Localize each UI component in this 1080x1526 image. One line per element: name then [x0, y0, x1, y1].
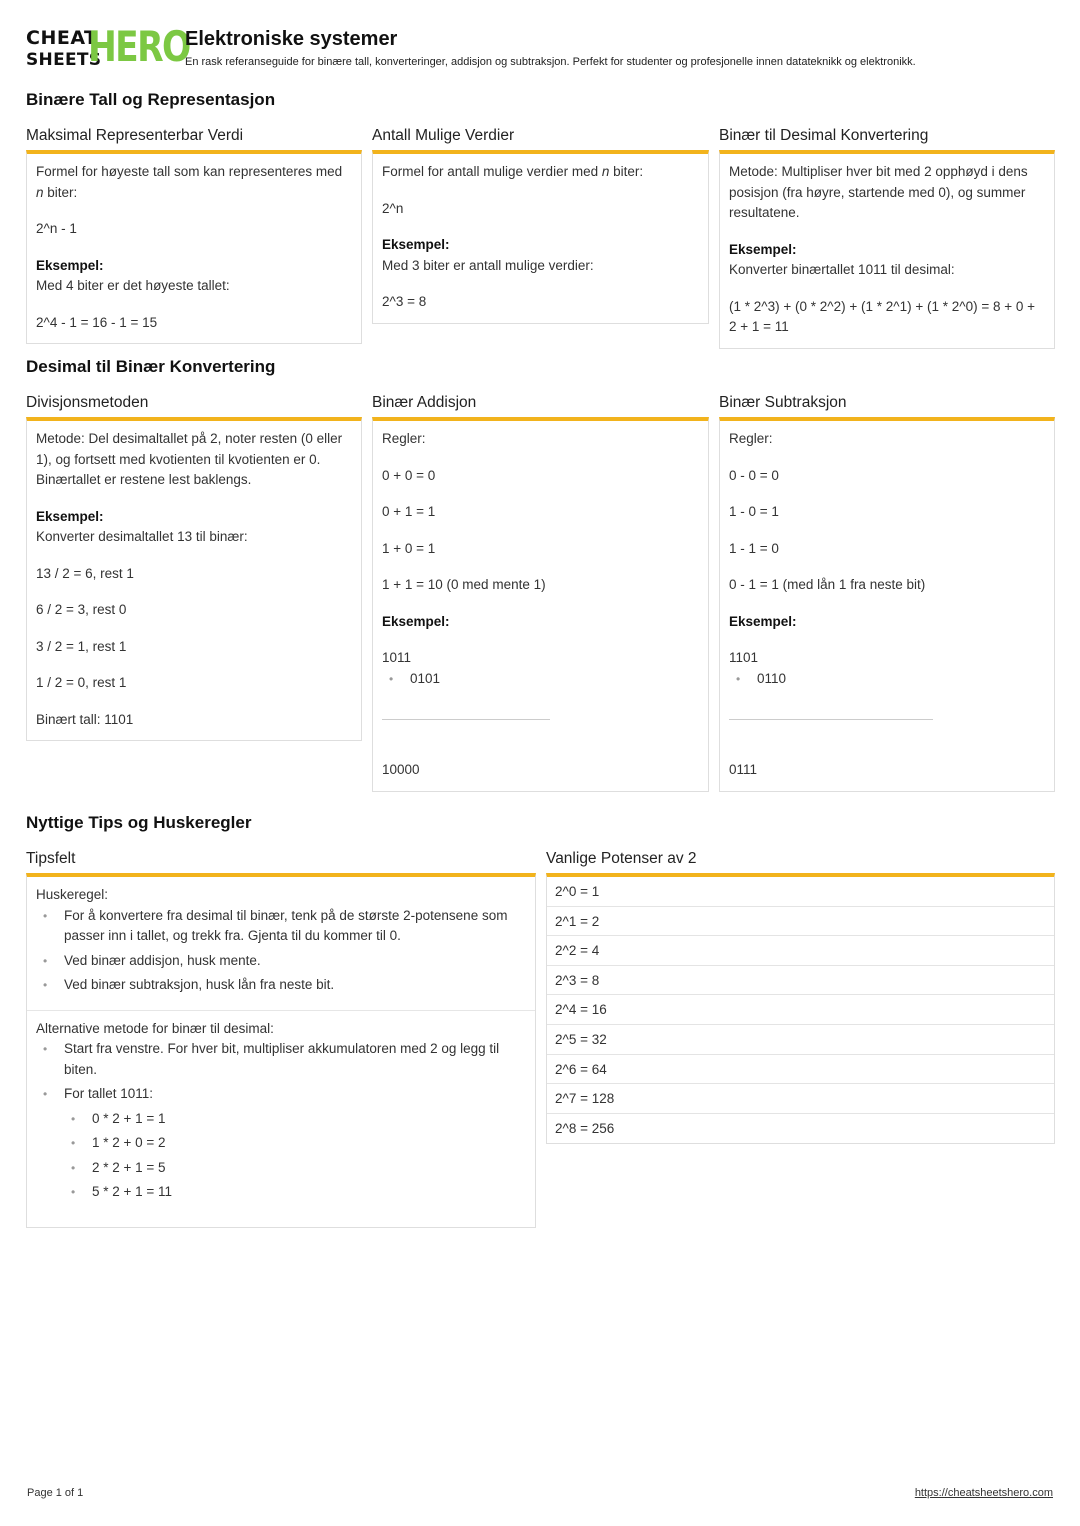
section-title-tips: Nyttige Tips og Huskeregler — [26, 813, 252, 832]
card-powers-of-two — [546, 849, 1055, 1144]
example: Eksempel: Med 4 biter er det høyeste tallet: — [36, 257, 230, 293]
rule: 0 - 1 = 1 (med lån 1 fra neste bit) — [729, 577, 926, 592]
table-row: 2^7 = 128 — [547, 1084, 1054, 1114]
card-body — [26, 150, 362, 344]
result: Binært tall: 1101 — [36, 711, 134, 727]
sub-list — [64, 1109, 526, 1203]
card-max-value — [26, 126, 362, 344]
card-possible-values — [372, 126, 709, 324]
operand: • 0101 — [410, 669, 699, 690]
card-body — [26, 873, 536, 1228]
header — [26, 22, 1056, 74]
result: 10000 — [382, 762, 420, 777]
logo-hero-text: HERO — [88, 22, 190, 71]
page-subtitle: En rask referanseguide for binære tall, konverteringer, addisjon og subtraksjon. Perfekt for studenter og profesjonelle innen datateknikk og elektronikk. — [185, 56, 916, 68]
logo-sheets-text: SHEETS — [26, 50, 102, 70]
card-title: Tipsfelt — [26, 850, 76, 867]
rule: 1 - 0 = 1 — [729, 504, 779, 519]
mnemonic-label: Huskeregel: — [36, 887, 109, 902]
operand-list — [382, 669, 699, 690]
rule: 0 - 0 = 0 — [729, 467, 779, 483]
rule: 1 - 1 = 0 — [729, 540, 779, 556]
difference-line — [729, 719, 933, 720]
method-text: Metode: Del desimaltallet på 2, noter resten (0 eller 1), og fortsett med kvotienten til kvotienten er 0. Binærtallet er restene lest baklengs. — [36, 431, 343, 487]
rule: 0 + 1 = 1 — [382, 504, 436, 519]
step: 13 / 2 = 6, rest 1 — [36, 565, 134, 581]
section-title-binary: Binære Tall og Representasjon — [26, 90, 276, 109]
cheatsheetshero-logo[interactable] — [26, 22, 190, 72]
card-title: Divisjonsmetoden — [26, 394, 149, 411]
card-body — [372, 150, 709, 324]
logo-cheat-text: CHEAT — [26, 27, 98, 49]
sub-list-item: • 0 * 2 + 1 = 1 — [92, 1109, 526, 1130]
card-title: Binær Addisjon — [372, 394, 477, 411]
result: 0111 — [729, 762, 758, 777]
table-row: 2^8 = 256 — [555, 1120, 615, 1136]
table-row: 2^0 = 1 — [547, 877, 1054, 907]
intro-text: Formel for antall mulige verdier med n biter: — [382, 164, 644, 179]
operand: 1011 — [382, 650, 412, 665]
intro-text: Formel for høyeste tall som kan representeres med n biter: — [36, 164, 343, 200]
list-item: • For å konvertere fra desimal til binær, tenk på de største 2-potensene som passer inn i tallet, og trekk fra. Gjenta til du kommer til 0. — [64, 906, 526, 947]
operand: • 0110 — [757, 669, 1045, 690]
mnemonic-list — [36, 906, 526, 996]
card-title: Vanlige Potenser av 2 — [546, 850, 697, 867]
example-label: Eksempel: — [729, 613, 797, 629]
card-bin-to-dec — [719, 126, 1055, 349]
example: Eksempel: Konverter binærtallet 1011 til desimal: — [729, 241, 955, 277]
formula: 2^n — [382, 200, 404, 216]
rule: 1 + 0 = 1 — [382, 540, 436, 556]
example-label: Eksempel: — [382, 613, 450, 629]
card-title: Maksimal Representerbar Verdi — [26, 127, 244, 144]
rules-label: Regler: — [729, 431, 773, 446]
powers-table — [546, 873, 1055, 1144]
rule: 0 + 0 = 0 — [382, 467, 436, 483]
page-title: Elektroniske systemer — [185, 28, 398, 50]
card-division-method — [26, 393, 362, 741]
table-row: 2^6 = 64 — [547, 1055, 1054, 1085]
footer-link[interactable]: https://cheatsheetshero.com — [914, 1487, 1053, 1499]
operand-list — [729, 669, 1045, 690]
card-title: Binær til Desimal Konvertering — [719, 127, 929, 144]
card-binary-subtraction — [719, 393, 1055, 792]
rule: 1 + 1 = 10 (0 med mente 1) — [382, 577, 546, 592]
formula: 2^n - 1 — [36, 221, 77, 236]
rules-label: Regler: — [382, 431, 426, 446]
card-title: Antall Mulige Verdier — [372, 127, 515, 144]
sum-line — [382, 719, 550, 720]
sub-list-item: • 5 * 2 + 1 = 11 — [92, 1182, 526, 1203]
card-body — [719, 417, 1055, 792]
result: 2^4 - 1 = 16 - 1 = 15 — [36, 314, 158, 330]
alt-method-list — [36, 1039, 526, 1203]
page-number: Page 1 of 1 — [27, 1487, 84, 1499]
alt-method-section — [27, 1011, 535, 1227]
result: 2^3 = 8 — [382, 294, 427, 309]
sub-list-item: • 1 * 2 + 0 = 2 — [92, 1133, 526, 1154]
list-item: • Ved binær addisjon, husk mente. — [64, 951, 526, 972]
table-row: 2^1 = 2 — [547, 907, 1054, 937]
card-tips — [26, 849, 536, 1228]
result: (1 * 2^3) + (0 * 2^2) + (1 * 2^1) + (1 * 2^0) = 8 + 0 + 2 + 1 = 11 — [729, 298, 1035, 334]
step: 3 / 2 = 1, rest 1 — [36, 638, 127, 654]
table-row: 2^2 = 4 — [547, 936, 1054, 966]
example: Eksempel: Konverter desimaltallet 13 til binær: — [36, 508, 248, 544]
step: 6 / 2 = 3, rest 0 — [36, 602, 127, 617]
alt-method-label: Alternative metode for binær til desimal: — [36, 1020, 274, 1036]
list-item: • Start fra venstre. For hver bit, multipliser akkumulatoren med 2 og legg til biten. — [64, 1039, 526, 1080]
card-binary-addition — [372, 393, 709, 792]
card-body — [26, 417, 362, 741]
table-row: 2^4 = 16 — [547, 995, 1054, 1025]
section-title-dec-to-bin: Desimal til Binær Konvertering — [26, 357, 276, 376]
mnemonic-section — [27, 877, 535, 1011]
card-title: Binær Subtraksjon — [719, 394, 847, 411]
table-row: 2^3 = 8 — [547, 966, 1054, 996]
list-item: • For tallet 1011: • 0 * 2 + 1 = 1 • 1 * 2 + 0 = 2 • 2 * 2 + 1 = 5 • 5 * 2 + 1 = 11 — [64, 1084, 526, 1203]
card-body — [372, 417, 709, 792]
step: 1 / 2 = 0, rest 1 — [36, 675, 127, 690]
method-text: Metode: Multipliser hver bit med 2 opphøyd i dens posisjon (fra høyre, startende med 0), og summer resultatene. — [729, 164, 1028, 220]
card-body — [719, 150, 1055, 349]
list-item: • Ved binær subtraksjon, husk lån fra neste bit. — [64, 975, 526, 996]
operand: 1101 — [729, 650, 759, 665]
sub-list-item: • 2 * 2 + 1 = 5 — [92, 1158, 526, 1179]
example: Eksempel: Med 3 biter er antall mulige verdier: — [382, 237, 594, 273]
table-row: 2^5 = 32 — [547, 1025, 1054, 1055]
